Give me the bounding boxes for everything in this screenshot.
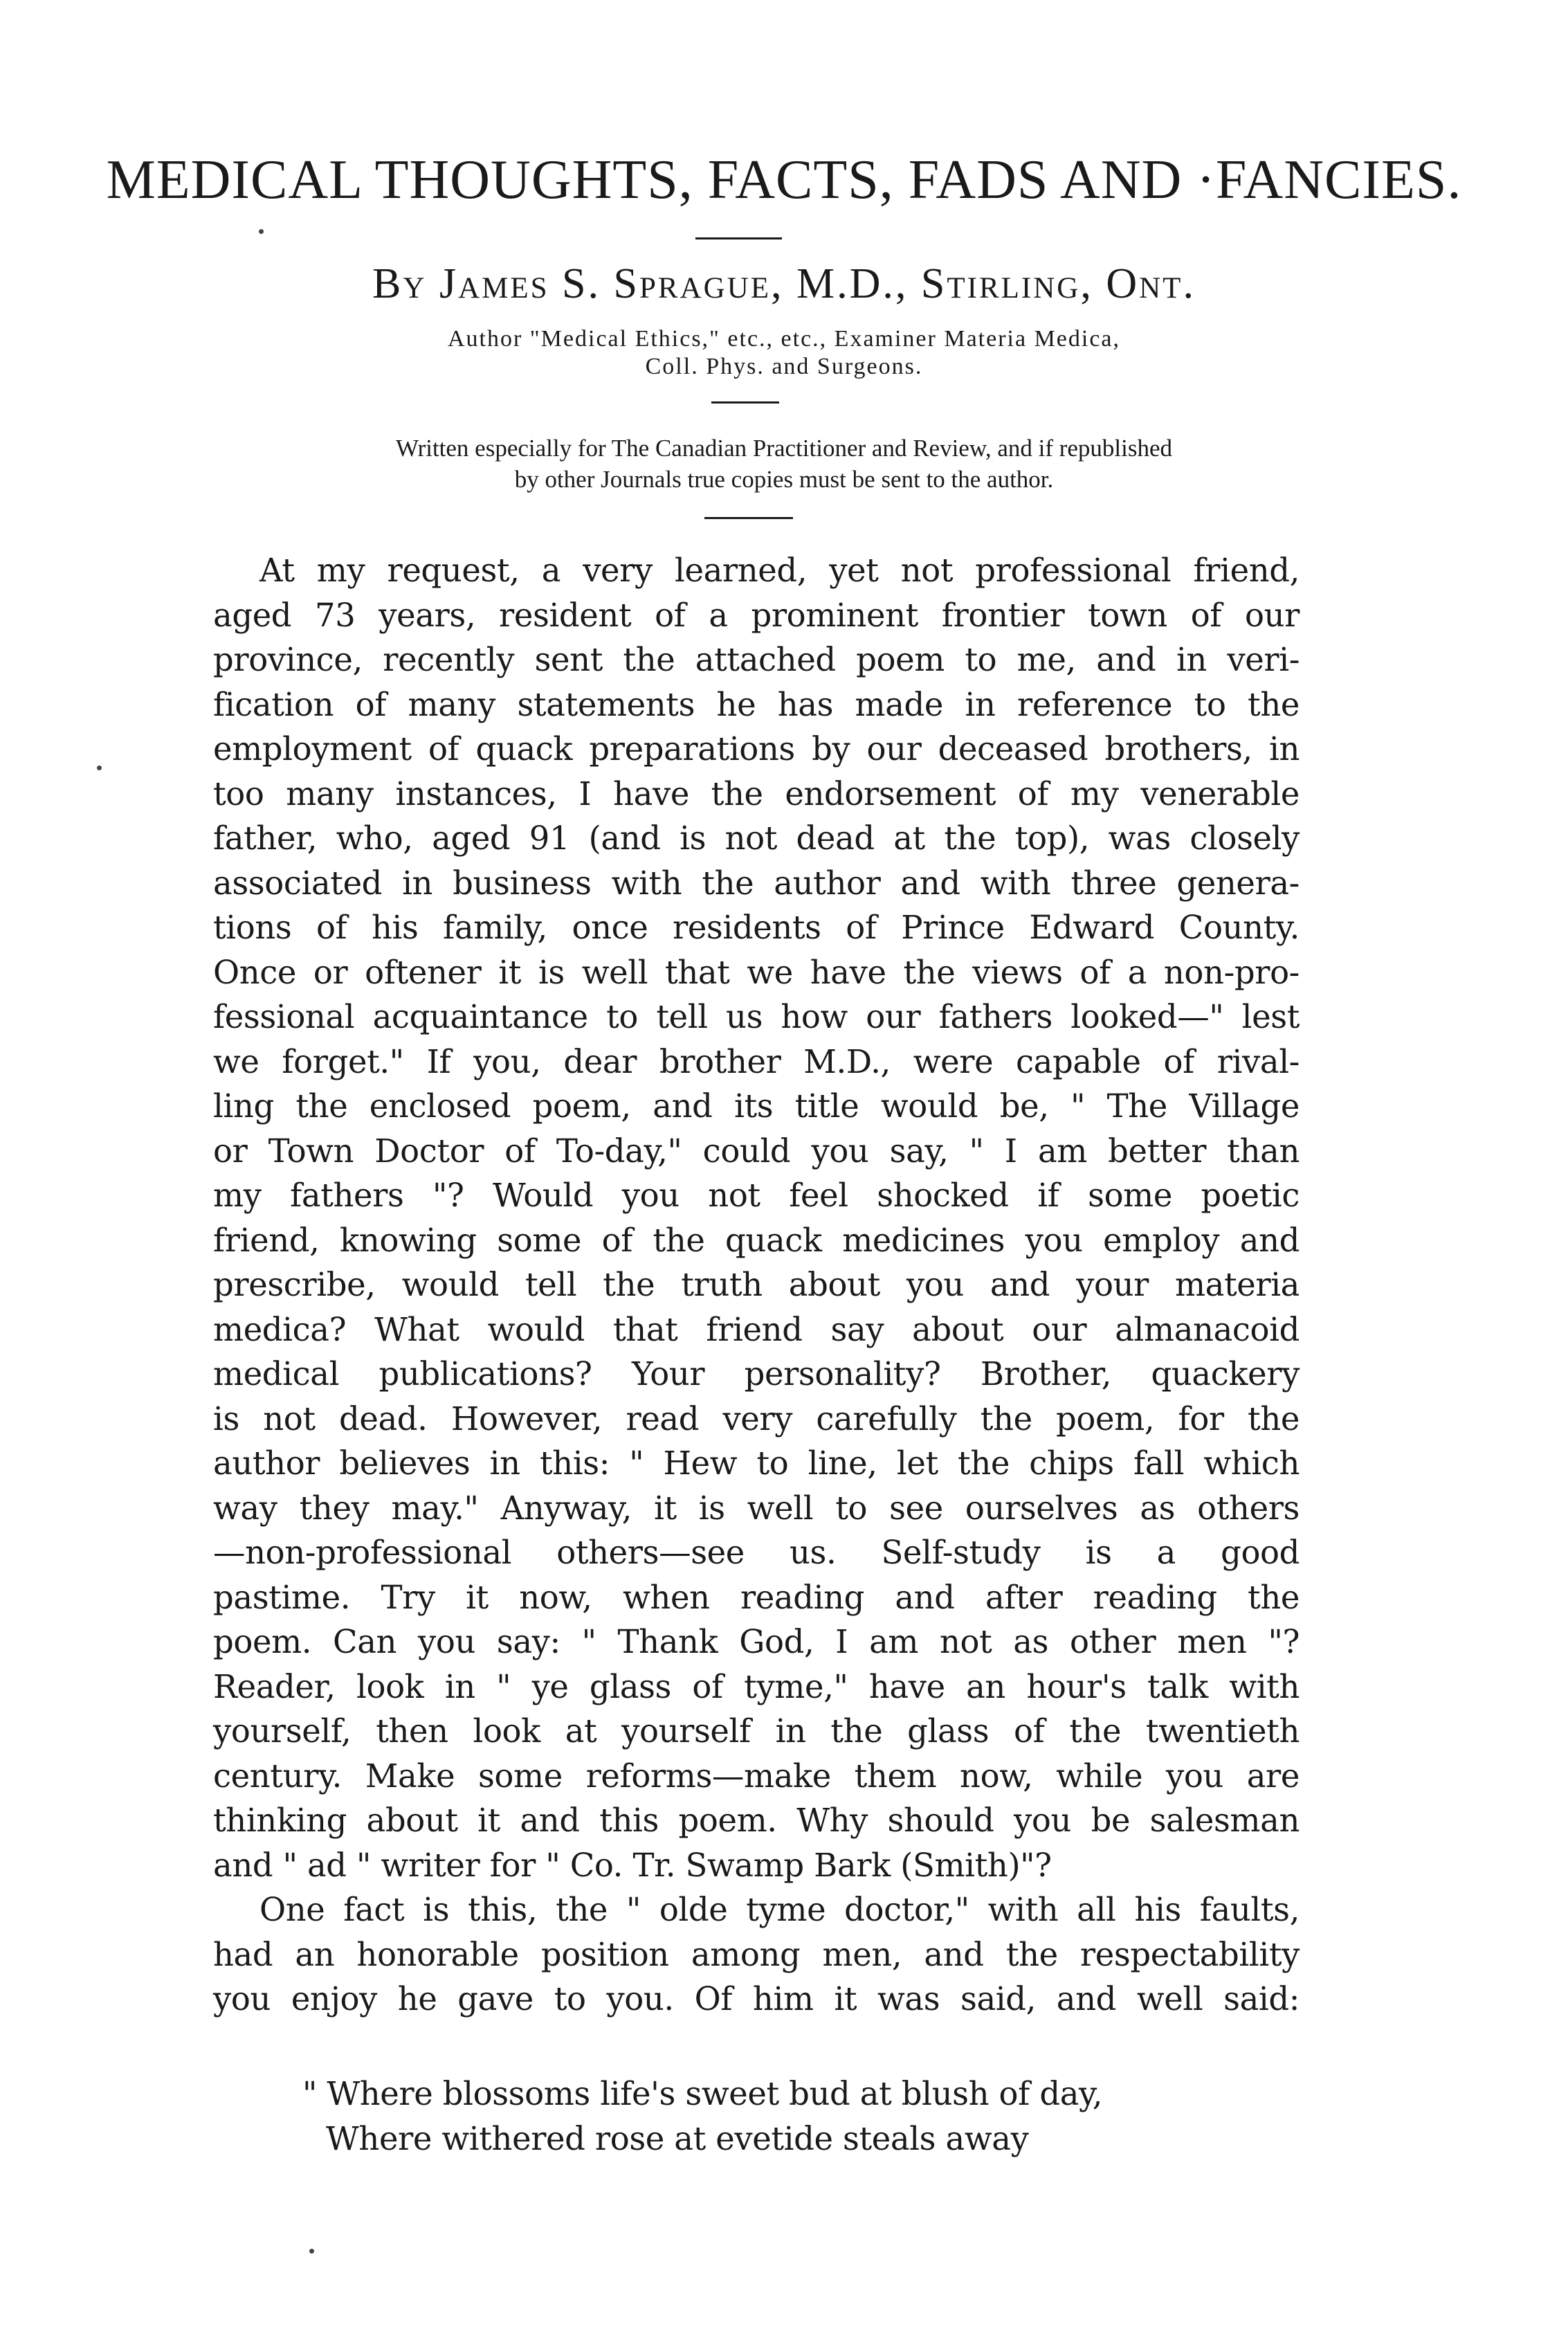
text-line: author believes in this: " Hew to line, let the chips fall which	[213, 1444, 1300, 1482]
text-line: At my request, a very learned, yet not professional friend,	[259, 552, 1300, 589]
verse-line: " Where blossoms life's sweet bud at blush of day,	[302, 2075, 1103, 2112]
author-credentials	[0, 325, 1568, 381]
author-byline: By James S. Sprague, M.D., Stirling, Ont.	[372, 260, 1196, 307]
credentials-rule	[711, 401, 779, 404]
print-speck	[259, 229, 264, 234]
article-body	[213, 548, 1300, 2022]
text-line: you enjoy he gave to you. Of him it was said, and well said:	[213, 1980, 1300, 2018]
note-line: Written especially for The Canadian Practitioner and Review, and if republished	[395, 435, 1173, 462]
title-rule	[695, 237, 782, 239]
text-line: and " ad " writer for " Co. Tr. Swamp Bark (Smith)"?	[213, 1846, 1052, 1884]
text-line: Reader, look in " ye glass of tyme," have an hour's talk with	[213, 1667, 1300, 1705]
text-line: medical publications? Your personality? Brother, quackery	[213, 1355, 1300, 1393]
text-line: aged 73 years, resident of a prominent frontier town of our	[213, 596, 1300, 634]
text-line: my fathers "? Would you not feel shocked if some poetic	[213, 1177, 1300, 1214]
text-line: thinking about it and this poem. Why should you be salesman	[213, 1802, 1300, 1839]
text-line: we forget." If you, dear brother M.D., were capable of rival-	[213, 1042, 1300, 1080]
publication-note	[0, 433, 1568, 495]
text-line: pastime. Try it now, when reading and after reading the	[213, 1578, 1300, 1616]
text-line: century. Make some reforms—make them now, while you are	[213, 1757, 1300, 1795]
text-line: province, recently sent the attached poem to me, and in veri-	[213, 641, 1300, 678]
text-line: employment of quack preparations by our deceased brothers, in	[213, 730, 1300, 768]
text-line: father, who, aged 91 (and is not dead at the top), was closely	[213, 819, 1300, 857]
text-line: —non-professional others—see us. Self-study is a good	[213, 1534, 1300, 1571]
text-line: is not dead. However, read very carefully the poem, for the	[213, 1399, 1300, 1438]
text-line: yourself, then look at yourself in the glass of the twentieth	[213, 1712, 1300, 1750]
credentials-line: Author "Medical Ethics," etc., etc., Examiner Materia Medica,	[447, 326, 1121, 352]
credentials-line: Coll. Phys. and Surgeons.	[645, 354, 923, 379]
article-title: MEDICAL THOUGHTS, FACTS, FADS AND ·FANCIES.	[106, 149, 1462, 210]
text-line: too many instances, I have the endorsement of my venerable	[213, 774, 1300, 813]
paragraph-1	[213, 548, 1300, 1887]
text-line: ling the enclosed poem, and its title would be, " The Village	[213, 1087, 1300, 1125]
text-line: had an honorable position among men, and the respectability	[213, 1935, 1300, 1973]
text-line: prescribe, would tell the truth about you and your materia	[213, 1266, 1300, 1303]
paragraph-2	[213, 1887, 1300, 2022]
text-line: medica? What would that friend say about our almanacoid	[213, 1310, 1300, 1348]
text-line: fication of many statements he has made in reference to the	[213, 685, 1300, 723]
text-line: associated in business with the author and with three genera-	[213, 864, 1300, 902]
text-line: or Town Doctor of To-day," could you say, " I am better than	[213, 1132, 1300, 1170]
text-line: One fact is this, the " olde tyme doctor," with all his faults,	[259, 1891, 1300, 1928]
print-speck	[309, 2249, 314, 2254]
note-rule	[704, 517, 793, 519]
poem-excerpt	[302, 2072, 1102, 2161]
verse-line: Where withered rose at evetide steals away	[326, 2119, 1029, 2157]
print-speck	[97, 765, 102, 770]
text-line: Once or oftener it is well that we have the views of a non-pro-	[213, 953, 1300, 991]
text-line: way they may." Anyway, it is well to see ourselves as others	[213, 1489, 1300, 1527]
note-line: by other Journals true copies must be sent to the author.	[514, 466, 1054, 493]
text-line: tions of his family, once residents of Prince Edward County.	[213, 909, 1300, 946]
text-line: friend, knowing some of the quack medicines you employ and	[213, 1221, 1300, 1259]
text-line: poem. Can you say: " Thank God, I am not as other men "?	[213, 1623, 1300, 1660]
text-line: fessional acquaintance to tell us how our fathers looked—" lest	[213, 998, 1300, 1035]
